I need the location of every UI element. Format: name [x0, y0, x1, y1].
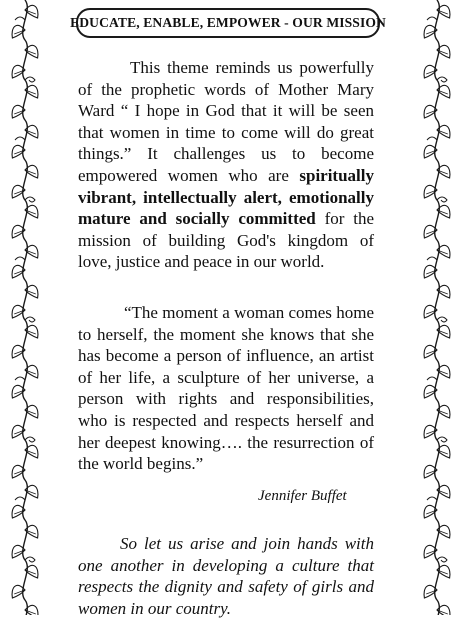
tendril-icon: [15, 497, 25, 500]
intro-text-start: This theme reminds us powerfully of the prophetic words of Mother Mary Ward “ I hope in God that it will be seen that women in time to come will do great things.” It challenges us to become empowered women who are: [78, 58, 374, 185]
intro-bold-qualities: spiritually vibrant, intellectually alert, emotionally mature and socially committed: [78, 165, 374, 229]
floral-border-right: [412, 0, 462, 615]
tendril-icon: [15, 257, 25, 260]
floral-border-left: [0, 0, 50, 615]
tendril-icon: [427, 257, 437, 260]
mission-title: EDUCATE, ENABLE, EMPOWER - OUR MISSION: [70, 15, 386, 30]
quote-paragraph: “The moment a woman comes home to herself, the moment she knows that she has become a person of influence, an artist of her life, a sculpture of her universe, a person with rights and responsibilities, who is respected and respects herself and her deepest knowing…. the resurrection of the world begins.”: [78, 303, 374, 474]
tendril-icon: [15, 17, 25, 20]
tendril-icon: [427, 137, 437, 140]
mission-title-box: [70, 8, 386, 38]
tendril-icon: [427, 497, 437, 500]
intro-paragraph: [78, 57, 374, 273]
intro-text-end: for the mission of building God's kingdom of love, justice and peace in our world.: [78, 209, 375, 272]
tendril-icon: [427, 17, 437, 20]
tendril-icon: [15, 137, 25, 140]
closing-paragraph: So let us arise and join hands with one another in developing a culture that respects the dignity and safety of girls and women in our country.: [78, 534, 374, 618]
tendril-icon: [427, 377, 437, 380]
tendril-icon: [15, 377, 25, 380]
quote-signature: Jennifer Buffet: [258, 488, 347, 504]
